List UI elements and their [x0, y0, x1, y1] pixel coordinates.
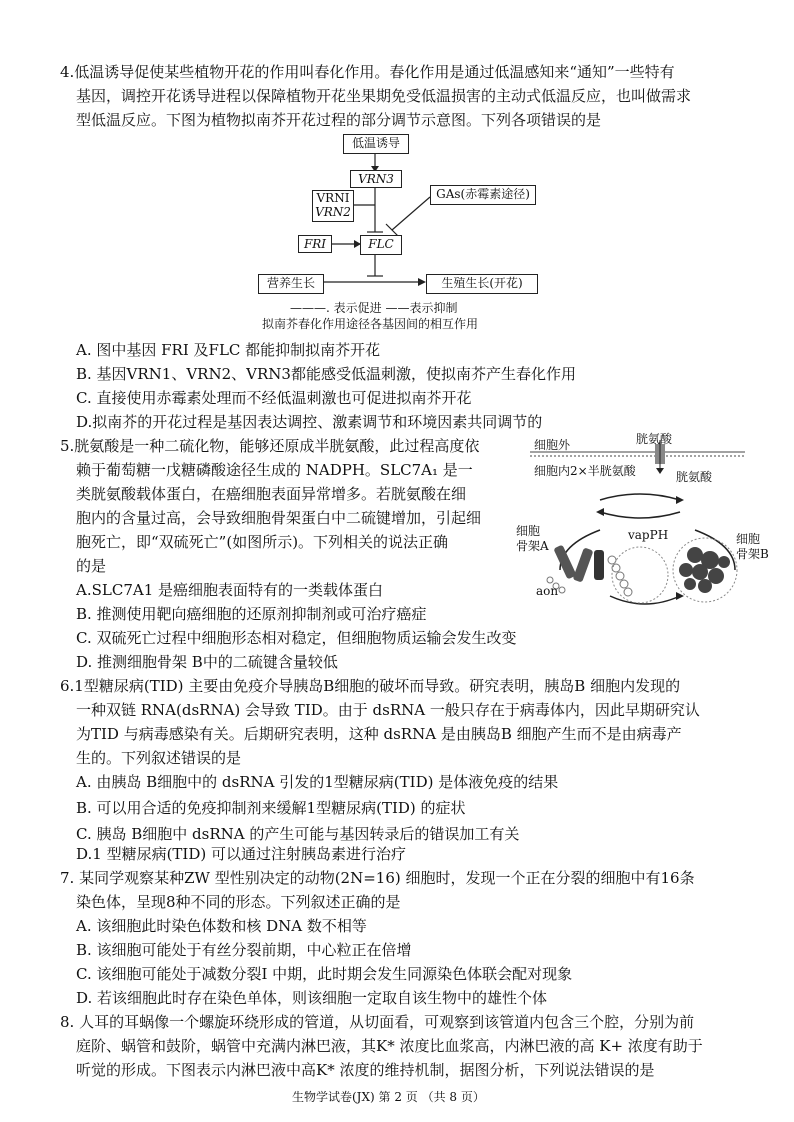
q7-option-c: C. 该细胞可能处于减数分裂I 中期，此时期会发生同源染色体联会配对现象: [76, 965, 573, 983]
q7-option-a: A. 该细胞此时染色体数和核 DNA 数不相等: [76, 917, 367, 935]
q4-option-c: C. 直接使用赤霉素处理而不经低温刺激也可促进拟南芥开花: [76, 389, 472, 407]
figure-vap-label: vapPH: [628, 528, 669, 542]
q5-line: 胞死亡，即“双硫死亡”(如图所示)。下列相关的说法正确: [76, 533, 449, 551]
figure-skeleton-b-label: 细胞 骨架B: [736, 532, 769, 561]
q4-option-a: A. 图中基因 FRI 及FLC 都能抑制拟南芥开花: [76, 341, 381, 359]
q6-line: 生的。下列叙述错误的是: [76, 749, 242, 767]
q6-option-c: C. 胰岛 B细胞中 dsRNA 的产生可能与基因转录后的错误加工有关: [76, 825, 520, 843]
figure-cystine2-label: 胱氨酸: [676, 470, 713, 484]
q5-line: 赖于葡萄糖一戊糖磷酸途径生成的 NADPH。SLC7A₁ 是一: [76, 461, 473, 479]
vegetative-growth-box: 营养生长: [258, 274, 324, 294]
q6-option-d: D.1 型糖尿病(TID) 可以通过注射胰岛素进行治疗: [76, 845, 407, 863]
q6-line: 为TID 与病毒感染有关。后期研究表明，这种 dsRNA 是由胰岛B 细胞产生而不是由病毒产: [76, 725, 682, 743]
vrn1-label: VRNI: [316, 191, 350, 205]
q7-line: 7. 某同学观察某种ZW 型性别决定的动物(2N=16) 细胞时，发现一个正在分裂的细胞中有16条: [60, 869, 695, 887]
vrn3-box: VRN3: [350, 170, 402, 188]
q6-line: 6.1型糖尿病(TID) 主要由免疫介导胰岛B细胞的破坏而导致。研究表明，胰岛B 细胞内发现的: [60, 677, 681, 695]
q5-option-b: B. 推测使用靶向癌细胞的还原剂抑制剂或可治疗癌症: [76, 605, 427, 623]
q8-line: 8. 人耳的耳蜗像一个螺旋环绕形成的管道，从切面看，可观察到该管道内包含三个腔，分别为前: [60, 1013, 695, 1031]
q7-option-d: D. 若该细胞此时存在染色单体，则该细胞一定取自该生物中的雄性个体: [76, 989, 548, 1007]
q7-option-b: B. 该细胞可能处于有丝分裂前期，中心粒正在倍增: [76, 941, 412, 959]
q8-line: 庭阶、蜗管和鼓阶，蜗管中充满内淋巴液，其K* 浓度比血浆高，内淋巴液的高 K+ 浓度有助于: [76, 1037, 703, 1055]
q4-line: 基因，调控开花诱导进程以保障植物开花坐果期免受低温损害的主动式低温反应，也叫做需求: [76, 87, 692, 105]
q4-option-b: B. 基因VRN1、VRN2、VRN3都能感受低温刺激，使拟南芥产生春化作用: [76, 365, 576, 383]
figure-skeleton-a-label: 细胞 骨架A: [516, 524, 549, 553]
cold-induction-box: 低温诱导: [343, 134, 409, 154]
q8-line: 听觉的形成。下图表示内淋巴液中高K* 浓度的维持机制，据图分析，下列说法错误的是: [76, 1061, 655, 1079]
q5-option-d: D. 推测细胞骨架 B中的二硫键含量较低: [76, 653, 338, 671]
q6-option-b: B. 可以用合适的免疫抑制剂来缓解1型糖尿病(TID) 的症状: [76, 799, 466, 817]
q5-line: 胞内的含量过高，会导致细胞骨架蛋白中二硫键增加，引起细: [76, 509, 482, 527]
page-footer: 生物学试卷(JX) 第 2 页 （共 8 页）: [292, 1090, 485, 1104]
fri-box: FRI: [298, 235, 332, 253]
q6-option-a: A. 由胰岛 B细胞中的 dsRNA 引发的1型糖尿病(TID) 是体液免疫的结果: [76, 773, 559, 791]
figure-aon-label: aon: [536, 584, 559, 598]
figure-cystine-label: 胱氨酸: [636, 432, 673, 446]
q5-option-c: C. 双硫死亡过程中细胞形态相对稳定，但细胞物质运输会发生改变: [76, 629, 517, 647]
flc-box: FLC: [360, 235, 402, 255]
diagram-legend: ———. 表示促进 ——表示抑制: [290, 301, 458, 315]
figure-outside-label: 细胞外: [534, 438, 571, 452]
q5-option-a: A.SLC7A1 是癌细胞表面特有的一类载体蛋白: [76, 581, 384, 599]
q4-line: 型低温反应。下图为植物拟南芥开花过程的部分调节示意图。下列各项错误的是: [76, 111, 602, 129]
gas-box: GAs(赤霉素途径): [430, 185, 536, 205]
q5-line: 的是: [76, 557, 107, 575]
vrn2-label: VRN2: [315, 205, 351, 219]
q5-line: 5.胱氨酸是一种二硫化物，能够还原成半胱氨酸，此过程高度依: [60, 437, 480, 455]
reproductive-growth-box: 生殖生长(开花): [426, 274, 538, 294]
q6-line: 一种双链 RNA(dsRNA) 会导致 TID。由于 dsRNA 一般只存在于病毒体内，因此早期研究认: [76, 701, 700, 719]
q4-line: 4.低温诱导促使某些植物开花的作用叫春化作用。春化作用是通过低温感知来“通知”一些特有: [60, 63, 675, 81]
diagram-caption: 拟南芥春化作用途径各基因间的相互作用: [262, 317, 479, 331]
figure-inside-label: 细胞内2×半胱氨酸: [534, 464, 636, 478]
q5-line: 类胱氨酸载体蛋白，在癌细胞表面异常增多。若胱氨酸在细: [76, 485, 467, 503]
q7-line: 染色体，呈现8种不同的形态。下列叙述正确的是: [76, 893, 401, 911]
q4-option-d: D.拟南芥的开花过程是基因表达调控、激素调节和环境因素共同调节的: [76, 413, 543, 431]
